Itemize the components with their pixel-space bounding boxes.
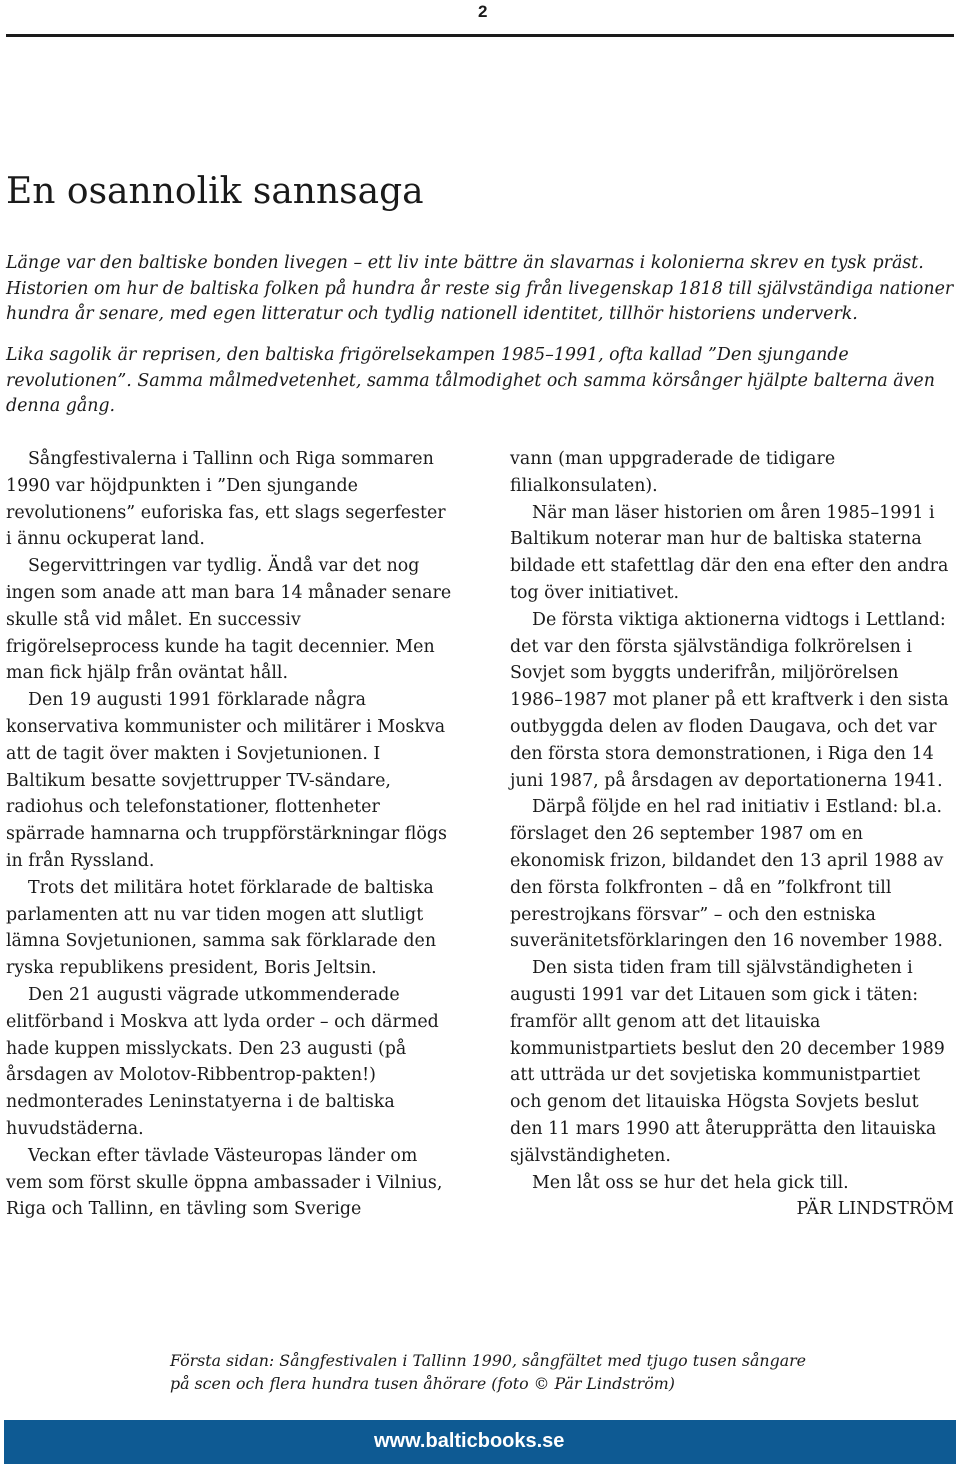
footer-website-link[interactable]: www.balticbooks.se — [374, 1430, 565, 1452]
body-paragraph: Den sista tiden fram till självständigheten i augusti 1991 var det Litauen som gick i täten: framför allt genom att det litauiska kommunistpartiets beslut den 20 december 1989 att utträda ur det sovjetiska kommunistpartiet och genom det litauiska Högsta Sovjets beslut den 11 mars 1990 att återupprätta den litauiska självständigheten. — [510, 958, 945, 1166]
body-paragraph: De första viktiga aktionerna vidtogs i Lettland: det var den första självständiga folkrörelsen i Sovjet som byggts underifrån, miljörörelsen 1986–1987 mot planer på ett kraftverk i den sista outbyggda delen av floden Daugava, och det var den första stora demonstrationen, i Riga den 14 juni 1987, på årsdagen av deportationerna 1941. — [510, 609, 949, 791]
body-paragraph: När man läser historien om åren 1985–1991 i Baltikum noterar man hur de baltiska staterna bildade ett stafettlag där den ena efter den andra tog över initiativet. — [510, 502, 949, 603]
body-paragraph: Segervittringen var tydlig. Ändå var det nog ingen som anade att man bara 14 månader senare skulle stå vid målet. En successiv frigörelseprocess kunde ha tagit decennier. Men man fick hjälp från oväntat håll. — [6, 556, 452, 684]
article-title: En osannolik sannsaga — [6, 171, 424, 212]
top-rule — [6, 34, 954, 37]
intro-paragraph-1: Länge var den baltiske bonden livegen – ett liv inte bättre än slavarnas i kolonierna skrev en tysk präst. Historien om hur de baltiska folken på hundra år reste sig från livegenskap 1818 till självständiga nationer hundra år senare, med egen litteratur och tydlig nationell identitet, tillhör historiens underverk. — [6, 253, 954, 325]
body-paragraph: Sångfestivalerna i Tallinn och Riga sommaren 1990 var höjdpunkten i ”Den sjungande revolutionens” euforiska fas, ett slags segerfester i ännu ockuperat land. — [6, 449, 446, 550]
body-paragraph: Den 19 augusti 1991 förklarade några konservativa kommunister och militärer i Moskva att de tagit över makten i Sovjetunionen. I Baltikum besatte sovjettrupper TV-sändare, radiohus och telefonstationer, flottenheter spärrade hamnarna och truppförstärkningar flögs in från Ryssland. — [6, 690, 447, 871]
body-paragraph: Den 21 augusti vägrade utkommenderade elitförband i Moskva att lyda order – och därmed hade kuppen misslyckats. Den 23 augusti (på årsdagen av Molotov-Ribbentrop-pakten!) nedmonterades Leninstatyerna i de baltiska huvudstäderna. — [6, 984, 439, 1139]
photo-caption: Första sidan: Sångfestivalen i Tallinn 1990, sångfältet med tjugo tusen sångare på scen och flera hundra tusen åhörare (foto © Pär Lindström) — [170, 1351, 807, 1393]
body-paragraph: Därpå följde en hel rad initiativ i Estland: bl.a. förslaget den 26 september 1987 om en ekonomisk frizon, bildandet den 13 april 1988 av den första folkfronten – då en ”folkfront till perestrojkans försvar” – och den estniska suveränitetsförklaringen den 16 november 1988. — [510, 797, 944, 952]
body-paragraph: Veckan efter tävlade Västeuropas länder om vem som först skulle öppna ambassader i Vilnius, Riga och Tallinn, en tävling som Sverige — [6, 1145, 443, 1220]
right-column — [510, 446, 954, 1223]
footer-bar — [4, 1420, 956, 1464]
body-paragraph: Men låt oss se hur det hela gick till. — [532, 1172, 849, 1193]
body-paragraph: Trots det militära hotet förklarade de baltiska parlamenten att nu var tiden mogen att slutligt lämna Sovjetunionen, samma sak förklarade den ryska republikens president, Boris Jeltsin. — [6, 877, 437, 979]
author-byline: PÄR LINDSTRÖM — [796, 1199, 954, 1220]
left-column — [6, 446, 452, 1223]
page-number: 2 — [478, 2, 488, 21]
body-paragraph: vann (man uppgraderade de tidigare filialkonsulaten). — [510, 449, 836, 496]
intro-paragraph-2: Lika sagolik är reprisen, den baltiska frigörelsekampen 1985–1991, ofta kallad ”Den sjungande revolutionen”. Samma målmedvetenhet, samma tålmodighet och samma körsånger hjälpte balterna även denna gång. — [6, 345, 935, 417]
